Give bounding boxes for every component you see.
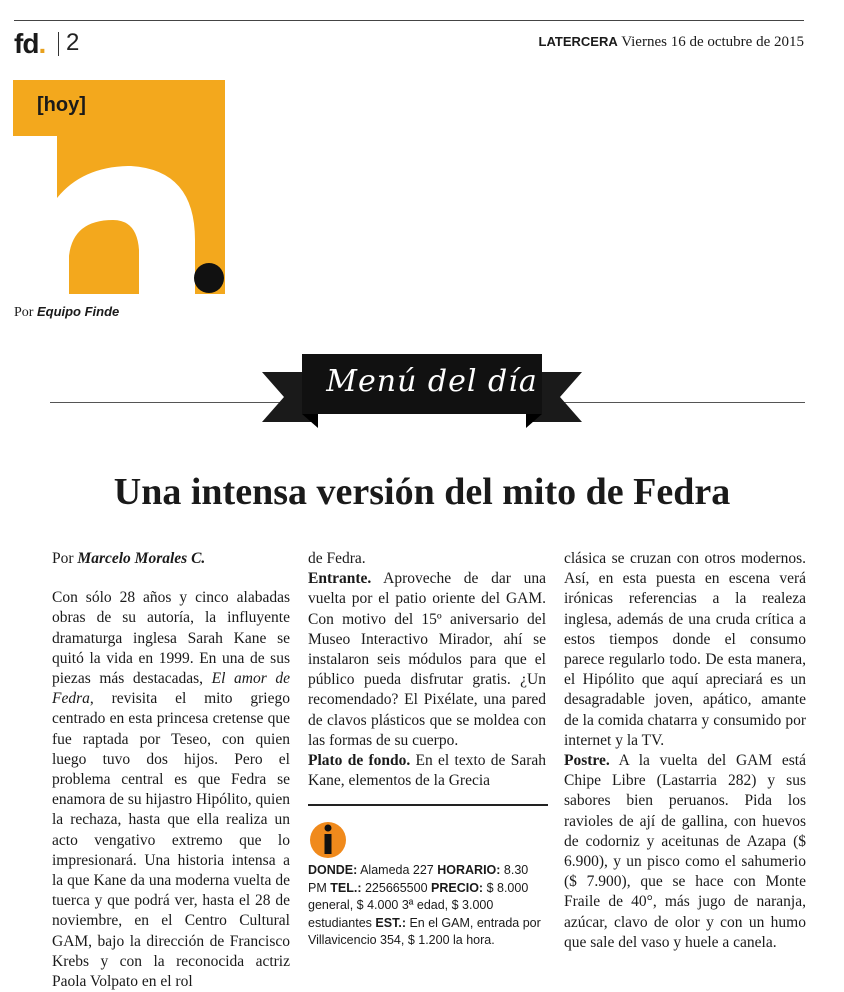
article-paragraph-continued: de Fedra. [308,550,366,567]
article-column-2 [308,549,546,791]
info-details: DONDE: Alameda 227 HORARIO: 8.30 PM TEL.: 225665500 PRECIO: $ 8.000 general, $ 4.000 3ª edad, $ 3.000 estudiantes EST.: En el GAM, entrada por Villavicencio 354, $ 1.200 la hora. [308,863,541,947]
plato-label: Plato de fondo. [308,752,411,770]
article-column-1 [52,549,290,992]
article-byline: Por Marcelo Morales C. [52,550,206,567]
article-paragraph: Con sólo 28 años y cinco alabadas obras de su autoría, la influyente dramaturga inglesa Sarah Kane se quitó la vida en 1999. En una de sus piezas más destacadas, El amor de Fedra, revisita el mito griego centrado en esta princesa cretense que fue raptada por Teseo, con quien luego tuvo dos hijos. Pero el problema central es que Fedra se enamora de su hijastro Hipólito, quien la rechaza, hasta que ella realiza un acto vengativo extremo que lo impresionará. Una historia intensa a la que Kane da una moderna vuelta de tuerca y que podrá ver, hasta el 28 de noviembre, en el Centro Cultural GAM, bajo la dirección de Francisco Krebs y con la reconocida actriz Paola Volpato en el rol [52,589,290,991]
postre-paragraph [564,549,806,953]
plato-text: En el texto de Sarah Kane, elementos de la Grecia [308,752,546,790]
section-tag: [hoy] [37,94,86,116]
entrante-text: Aproveche de dar una vuelta por el patio oriente del GAM. Con motivo del 15º aniversario del Museo Interactivo Mirador, ahí se instalaron seis módulos para que el público pueda disfrutar gratis. ¿Un recomendado? El Pixélate, una pared de clavos plásticos que se moldea con las formas de su cuerpo. [308,570,546,749]
issue-date: Viernes 16 de octubre de 2015 [621,34,804,50]
article-column-3 [564,549,806,953]
section-hoy-block [13,80,225,294]
postre-label: Postre. [564,752,610,770]
page-separator [58,32,59,56]
info-icon [308,816,348,860]
menu-banner [262,352,582,440]
info-box-rule [308,804,548,806]
banner-label: Menú del día [326,364,538,399]
page-number: 2 [66,29,80,56]
masthead [539,34,804,51]
postre-text: A la vuelta del GAM está Chipe Libre (Lastarria 282) y sus sabores bien peruanos. Pida los ravioles de ají de gallina, con huevos de codorniz y aceitunas de Azapa ($ 6.900), y un pisco como el sahumerio ($ 7.900), que se hace con Monte Fraile de 40°, más jugo de naranja, azúcar, clavo de olor y con un humo que sale del vaso y huele a canela. [564,752,806,951]
h-letter-graphic [13,80,225,294]
article-headline: Una intensa versión del mito de Fedra [113,471,731,513]
entrante-label: Entrante. [308,570,372,588]
section-logo: fd. [14,28,46,59]
plato-text-continued: clásica se cruzan con otros modernos. Así, en esta puesta en escena verá irónicas referencias a la realeza inglesa, además de una cruda crítica a estos tiempos donde el consumo parece regularlo todo. De esta manera, el Hipólito que aquí apreciará es un desagradable joven, apático, amante de la comida chatarra y consumido por internet y la TV. [564,550,806,749]
section-byline: Por Equipo Finde [14,304,120,320]
top-rule [14,20,804,21]
entrante-paragraph [308,549,546,791]
newspaper-brand: LATERCERA [538,34,618,49]
